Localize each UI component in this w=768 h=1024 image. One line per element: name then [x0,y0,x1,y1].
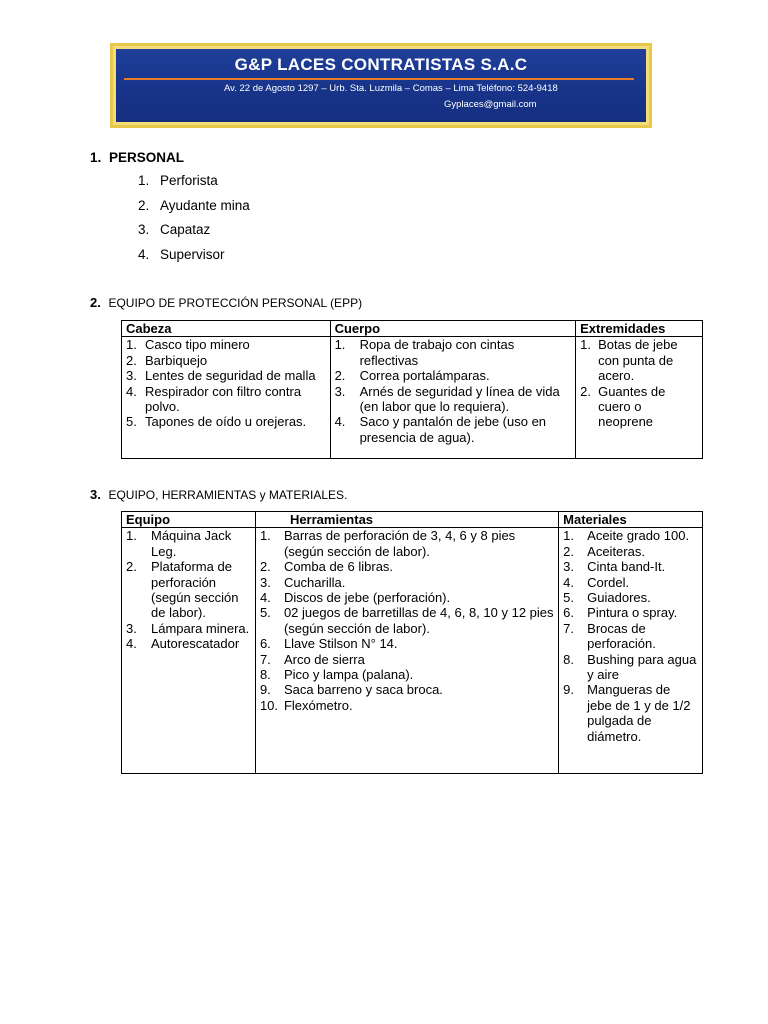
list-item: 1. Perforista [138,173,218,188]
personal-list [138,172,250,270]
list-item: 1. Aceite grado 100. [563,528,690,544]
list-item: 4. Cordel. [563,574,630,590]
list-item-label: Perforista [160,173,218,188]
list-item: 4. Autorescatador [126,636,240,652]
list-item: 1. Casco tipo minero [126,337,250,353]
list-item: 3. Lámpara minera. [126,620,250,636]
list-item: 2. Barbiquejo [126,352,208,368]
section3-title: EQUIPO, HERRAMIENTAS y MATERIALES. [108,488,348,502]
section2-title: EQUIPO DE PROTECCIÓN PERSONAL (EPP) [108,296,363,310]
cuerpo-list [335,337,572,445]
col-header-cuerpo: Cuerpo [330,321,576,337]
equipo-cell [122,528,256,774]
extremidades-cell [576,337,703,459]
equipment-table [121,511,703,774]
cabeza-list [126,337,326,429]
list-item: 2. Aceiteras. [563,543,645,559]
list-item: 2. Guantes de cuero o neoprene [580,383,666,430]
list-item: 2. Comba de 6 libras. [259,559,394,575]
list-item: 1. Máquina Jack Leg. [126,528,232,559]
list-item-label: Supervisor [160,246,225,262]
list-item: 9. Mangueras de jebe de 1 y de 1/2 pulgada de diámetro. [563,682,691,744]
list-item: 4. Saco y pantalón de jebe (uso en presencia de agua). [334,414,547,445]
list-item: 1. Ropa de trabajo con cintas reflectivas [334,337,515,368]
company-email: Gyplaces@gmail.com [444,99,537,110]
list-item: 1. Barras de perforación de 3, 4, 6 y 8 pies (según sección de labor). [259,528,516,559]
section3-number: 3. [90,487,101,502]
list-item: 8. Bushing para agua y aire [563,651,697,683]
table-header-row [122,321,703,337]
table-header-row [122,512,703,528]
cuerpo-cell [330,337,576,459]
list-item: 5. Tapones de oído u orejeras. [126,414,307,430]
col-header-extremidades: Extremidades [576,321,703,337]
list-item-label: Ayudante mina [160,197,250,213]
banner-background [116,49,646,122]
col-header-materiales: Materiales [559,512,703,528]
section2-number: 2. [90,295,101,310]
company-address: Av. 22 de Agosto 1297 – Urb. Sta. Luzmila – Comas – Lima Teléfono: 524-9418 [224,83,558,94]
section2-heading [90,295,362,310]
table-row [122,337,703,459]
list-item: 2. Plataforma de perforación (según sección de labor). [126,559,239,621]
equipo-list [126,528,251,651]
company-name: G&P LACES CONTRATISTAS S.A.C [234,55,528,74]
list-item: 3. Arnés de seguridad y línea de vida (en labor que lo requiera). [334,383,560,415]
materiales-list [563,528,698,744]
materiales-cell [559,528,703,774]
section1-heading [90,150,184,165]
epp-table [121,320,703,459]
cabeza-cell [122,337,331,459]
list-item: 3. Capataz [138,222,211,237]
section1-number: 1. [90,150,102,165]
list-item: 8. Pico y lampa (palana). [259,667,414,683]
header-banner [110,43,652,128]
list-item: 7. Arco de sierra [259,651,365,667]
section3-heading [90,487,347,502]
list-item: 5. Guiadores. [563,590,651,606]
herramientas-list [260,528,554,713]
list-item: 6. Llave Stilson N° 14. [259,636,398,652]
list-item: 4. Discos de jebe (perforación). [259,590,451,606]
list-item-label: Capataz [160,222,211,237]
list-item: 6. Pintura o spray. [563,605,678,621]
col-header-equipo: Equipo [122,512,256,528]
extremidades-list [580,337,698,429]
list-item: 3. Cinta band-It. [563,559,666,575]
col-header-herramientas: Herramientas [255,512,558,528]
list-item: 4. Supervisor [138,246,225,262]
list-item: 10. Flexómetro. [259,697,353,713]
col-header-cabeza: Cabeza [122,321,331,337]
list-item: 9. Saca barreno y saca broca. [259,682,443,698]
list-item: 2. Ayudante mina [138,197,250,213]
herramientas-cell [255,528,558,774]
list-item: 4. Respirador con filtro contra polvo. [126,383,302,415]
list-item: 7. Brocas de perforación. [563,620,656,652]
list-item: 3. Cucharilla. [259,574,346,590]
list-item: 1. Botas de jebe con punta de acero. [580,337,678,384]
table-row [122,528,703,774]
list-item: 5. 02 juegos de barretillas de 4, 6, 8, 10 y 12 pies (según sección de labor). [259,605,554,636]
section1-title: PERSONAL [109,150,185,165]
banner-divider [124,78,634,80]
list-item: 2. Correa portalámparas. [334,368,490,384]
list-item: 3. Lentes de seguridad de malla [126,368,316,384]
